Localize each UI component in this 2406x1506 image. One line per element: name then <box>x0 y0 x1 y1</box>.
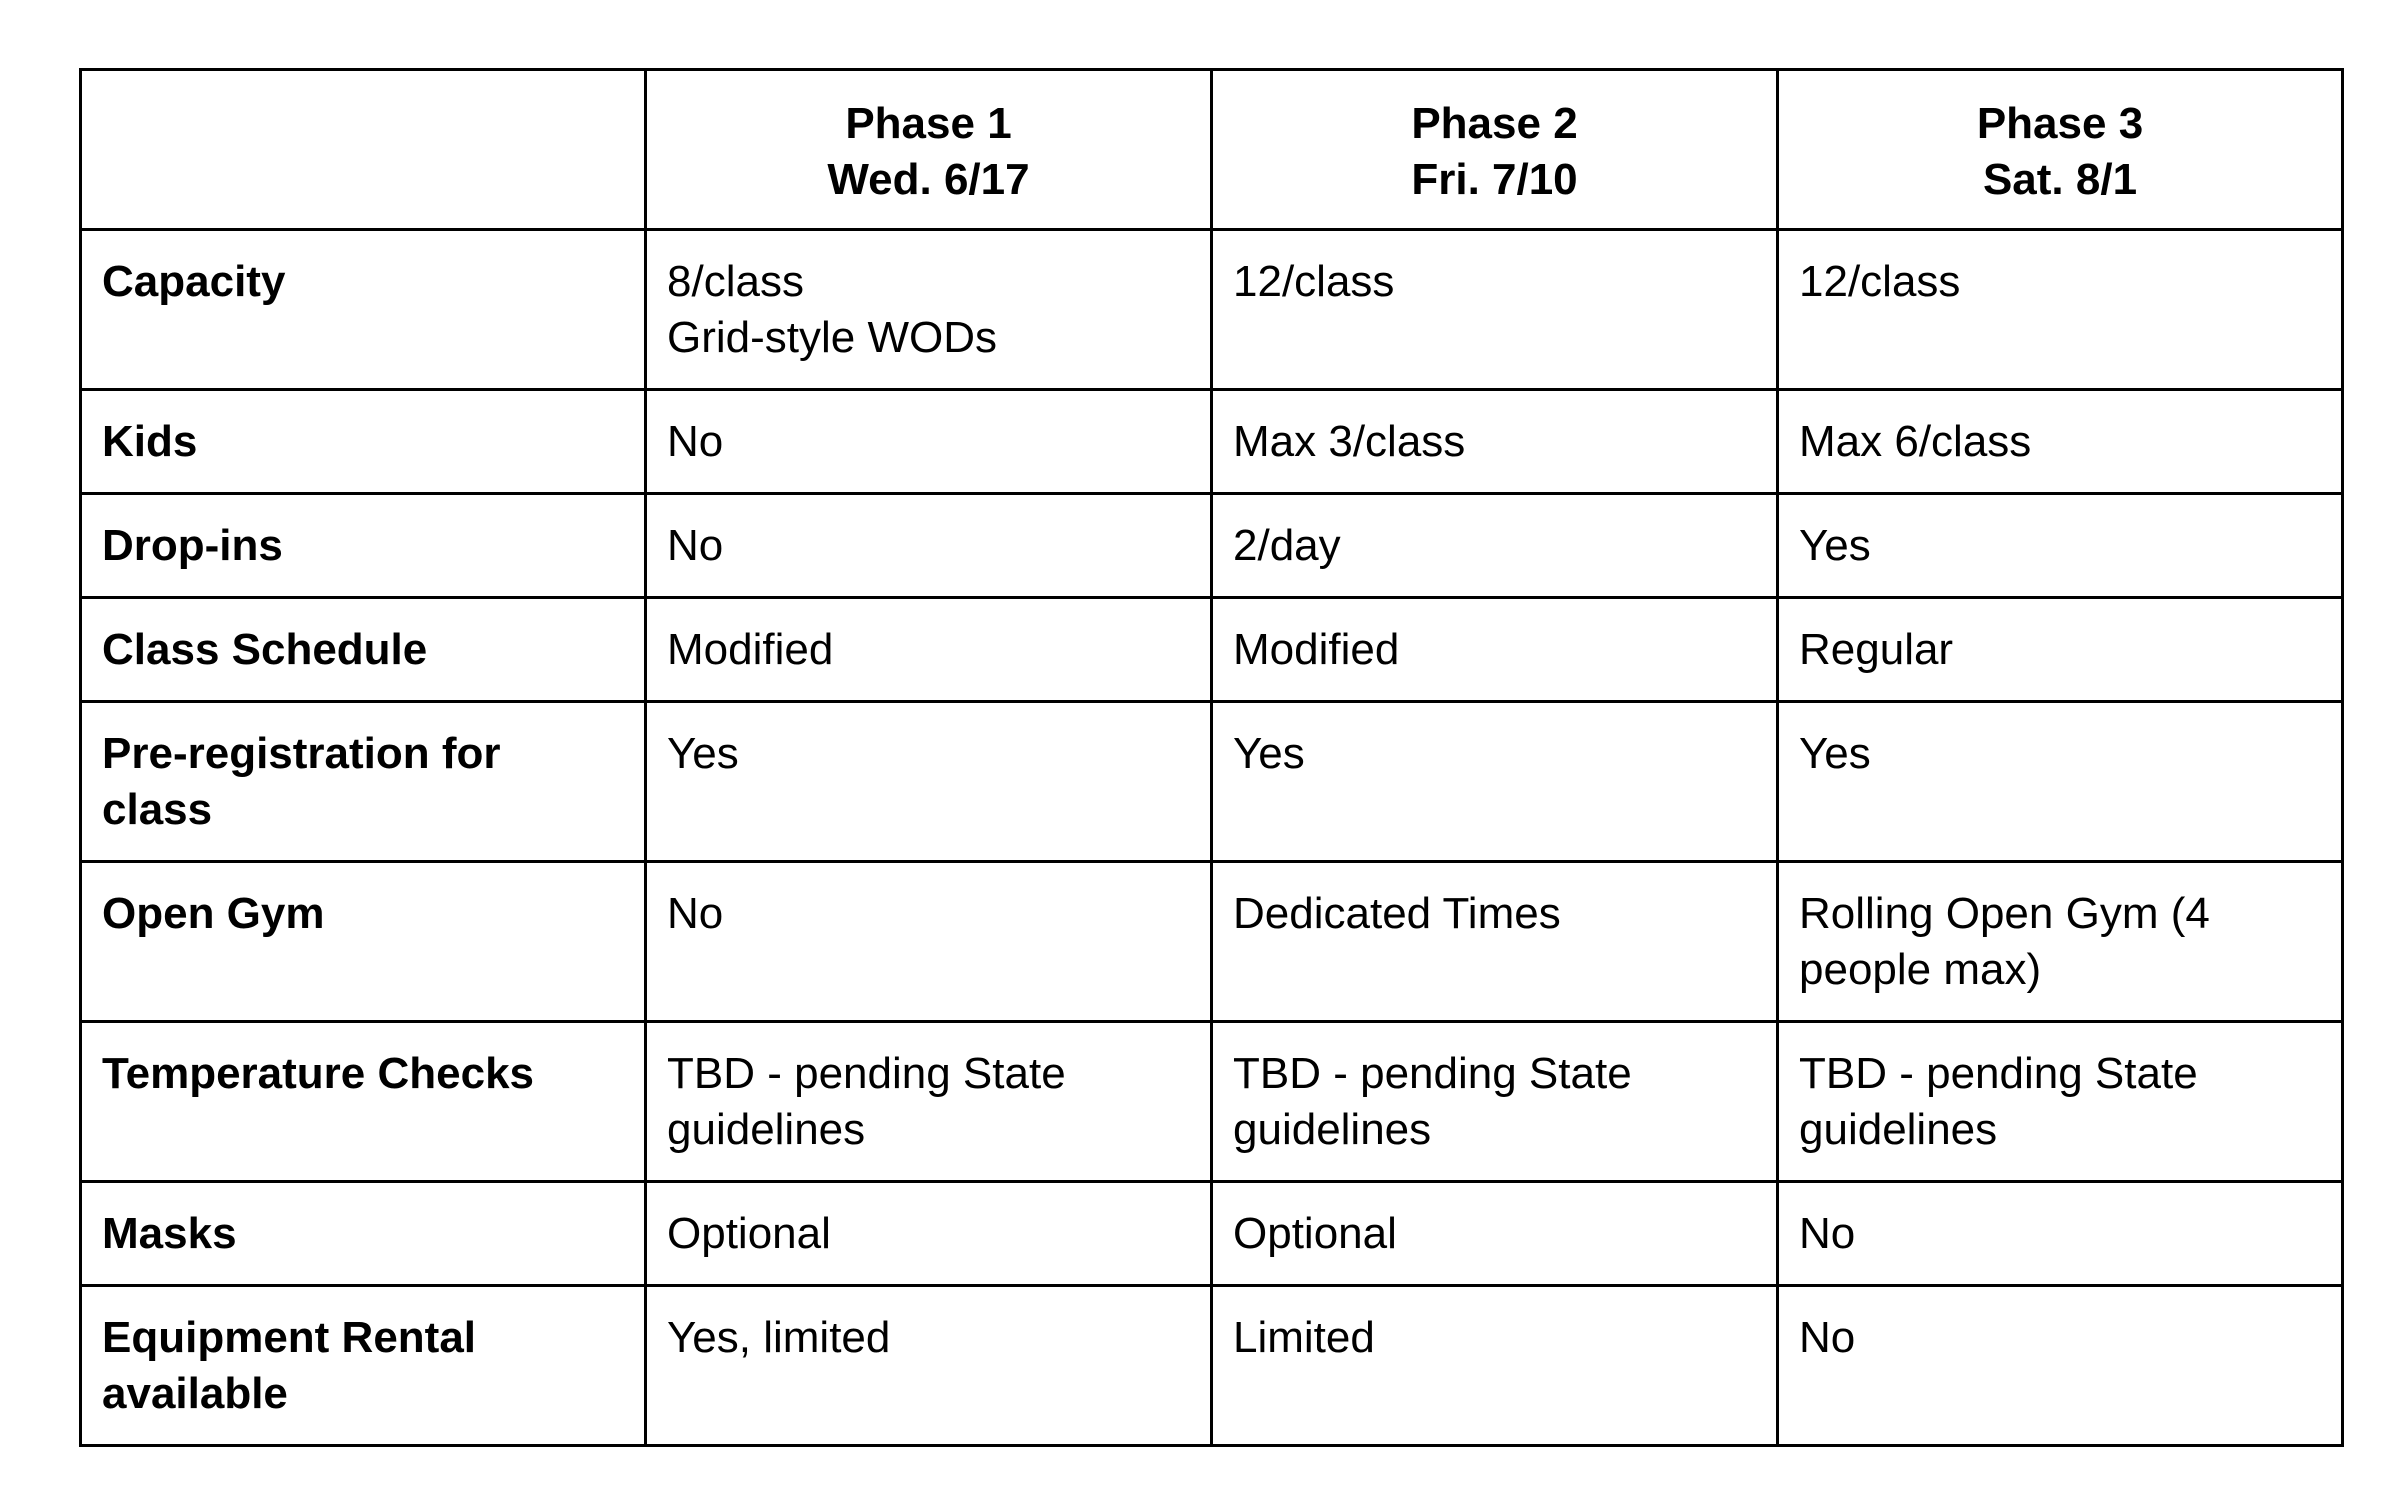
header-cell-empty <box>81 70 646 230</box>
cell-text: TBD - pending State <box>1799 1049 2198 1098</box>
phase-title: Phase 3 <box>1976 99 2144 148</box>
table-cell <box>646 390 1212 494</box>
table-cell <box>1778 862 2343 1022</box>
phase-title: Phase 2 <box>1411 99 1578 148</box>
table-row-class-schedule <box>81 598 2343 702</box>
cell-text: Yes, limited <box>667 1313 891 1362</box>
row-label: Masks <box>81 1182 646 1286</box>
table-row-kids <box>81 390 2343 494</box>
row-label-text: Equipment Rental <box>102 1313 477 1362</box>
phase-date: Wed. 6/17 <box>827 155 1030 204</box>
cell-text: Yes <box>1799 521 1871 570</box>
table-cell <box>646 598 1212 702</box>
row-label: Temperature Checks <box>81 1022 646 1182</box>
table-cell <box>1778 390 2343 494</box>
cell-text: Rolling Open Gym (4 <box>1799 889 2210 938</box>
table-cell <box>646 1286 1212 1446</box>
row-label: Open Gym <box>81 862 646 1022</box>
table-cell <box>1778 494 2343 598</box>
cell-text: Dedicated Times <box>1233 889 1561 938</box>
table-row-drop-ins <box>81 494 2343 598</box>
table-cell <box>1778 1022 2343 1182</box>
row-label: Drop-ins <box>81 494 646 598</box>
table-row-open-gym <box>81 862 2343 1022</box>
row-label <box>81 1286 646 1446</box>
row-label-text: class <box>102 785 213 834</box>
cell-text: Optional <box>667 1209 831 1258</box>
cell-text: Optional <box>1233 1209 1397 1258</box>
table-cell <box>1778 1182 2343 1286</box>
header-cell-phase-3 <box>1778 70 2343 230</box>
table-row-masks <box>81 1182 2343 1286</box>
table-cell <box>646 1022 1212 1182</box>
row-label: Capacity <box>81 230 646 390</box>
cell-text: Limited <box>1233 1313 1375 1362</box>
table-row-equipment-rental <box>81 1286 2343 1446</box>
table-cell <box>1212 598 1778 702</box>
cell-text: people max) <box>1799 945 2042 994</box>
table-cell <box>1212 1286 1778 1446</box>
cell-text: TBD - pending State <box>667 1049 1066 1098</box>
row-label-text: available <box>102 1369 288 1418</box>
table-cell <box>646 494 1212 598</box>
phase-title: Phase 1 <box>845 99 1012 148</box>
cell-text: No <box>667 521 724 570</box>
cell-text: Modified <box>667 625 834 674</box>
phase-date: Fri. 7/10 <box>1411 155 1578 204</box>
cell-text: 8/class <box>667 257 804 306</box>
row-label: Class Schedule <box>81 598 646 702</box>
table-cell <box>1778 1286 2343 1446</box>
cell-text: Regular <box>1799 625 1954 674</box>
row-label-text: Pre-registration for <box>102 729 501 778</box>
cell-text: guidelines <box>667 1105 866 1154</box>
cell-text: TBD - pending State <box>1233 1049 1632 1098</box>
header-cell-phase-1 <box>646 70 1212 230</box>
table-cell <box>1212 494 1778 598</box>
cell-text: 12/class <box>1799 257 1961 306</box>
cell-text: Grid-style WODs <box>667 313 997 362</box>
table-cell <box>646 702 1212 862</box>
cell-text: Yes <box>1799 729 1871 778</box>
table-cell <box>1212 230 1778 390</box>
cell-text: guidelines <box>1233 1105 1432 1154</box>
phase-date: Sat. 8/1 <box>1982 155 2138 204</box>
table-cell <box>1212 1022 1778 1182</box>
cell-text: Yes <box>667 729 739 778</box>
table-cell <box>1212 862 1778 1022</box>
cell-text: No <box>667 417 724 466</box>
cell-text: Yes <box>1233 729 1305 778</box>
table-cell <box>1212 1182 1778 1286</box>
header-cell-phase-2 <box>1212 70 1778 230</box>
cell-text: No <box>1799 1209 1856 1258</box>
table-row-pre-registration <box>81 702 2343 862</box>
table-cell <box>1212 390 1778 494</box>
cell-text: No <box>667 889 724 938</box>
table-cell <box>646 1182 1212 1286</box>
table-cell <box>1778 598 2343 702</box>
row-label: Kids <box>81 390 646 494</box>
table-cell <box>646 230 1212 390</box>
row-label <box>81 702 646 862</box>
cell-text: 12/class <box>1233 257 1395 306</box>
cell-text: guidelines <box>1799 1105 1998 1154</box>
table-row-temperature-checks <box>81 1022 2343 1182</box>
cell-text: No <box>1799 1313 1856 1362</box>
table-cell <box>1778 702 2343 862</box>
table-header-row <box>81 70 2343 230</box>
table-row-capacity <box>81 230 2343 390</box>
cell-text: Modified <box>1233 625 1400 674</box>
cell-text: Max 6/class <box>1799 417 2032 466</box>
reopening-phases-table <box>79 68 2344 1447</box>
cell-text: 2/day <box>1233 521 1341 570</box>
table-cell <box>1778 230 2343 390</box>
table-cell <box>646 862 1212 1022</box>
table-cell <box>1212 702 1778 862</box>
cell-text: Max 3/class <box>1233 417 1466 466</box>
